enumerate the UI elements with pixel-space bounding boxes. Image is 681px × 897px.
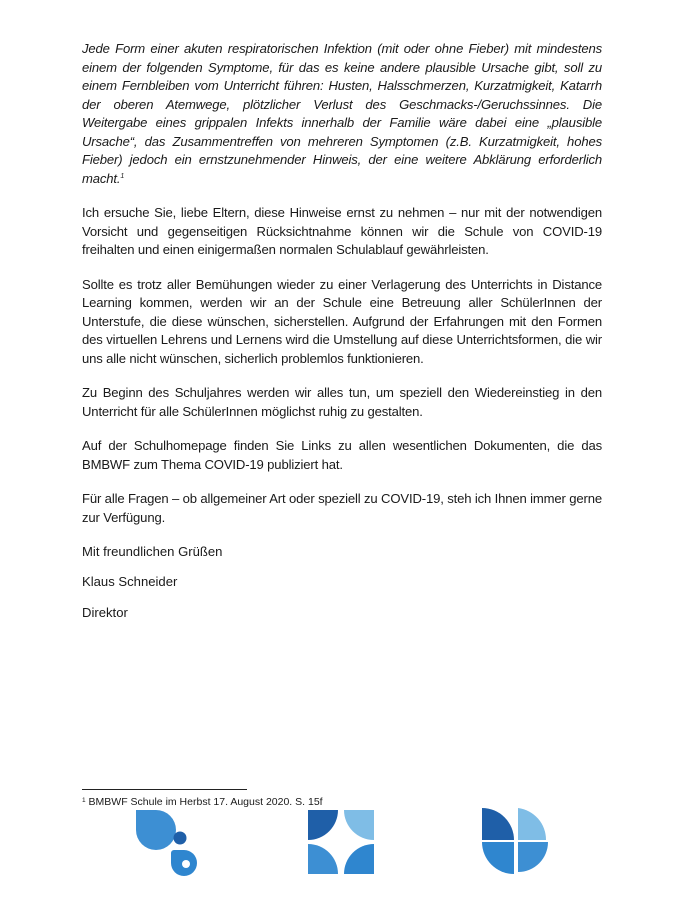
footnote-divider xyxy=(82,789,247,790)
footnote-reference[interactable]: 1 xyxy=(120,172,125,180)
paragraph-school-start: Zu Beginn des Schuljahres werden wir alles tun, um speziell den Wiedereinstieg in den Unterricht für alle SchülerInnen möglichst ruhig zu gestalten. xyxy=(82,385,602,419)
paragraph-symptoms xyxy=(82,40,602,188)
logo-quarters-icon xyxy=(480,806,550,876)
logo-droplet-icon xyxy=(134,806,204,878)
signature-name: Klaus Schneider xyxy=(82,574,178,589)
paragraph-distance-learning: Sollte es trotz aller Bemühungen wieder zu einer Verlagerung des Unterrichts in Distance Learning kommen, werden wir an der Schule eine Betreuung aller SchülerInnen der Unterstufe, die diese wünschen, sicherstellen. Aufgrund der Erfahrungen mit den Formen des virtuellen Lehrens und Lernens wird die Umstellung auf diese Unterrichtsformen, die wir uns alle nicht wünschen, sicherlich problemlos funktionieren. xyxy=(82,276,602,366)
closing-greeting: Mit freundlichen Grüßen xyxy=(82,544,223,559)
paragraph-request: Ich ersuche Sie, liebe Eltern, diese Hinweise ernst zu nehmen – nur mit der notwendigen Vorsicht und gegenseitigen Rücksichtnahme können wir die Schule von COVID-19 freihalten und einen einigermaßen normalen Schulablauf gewährleisten. xyxy=(82,205,602,257)
signature-title: Direktor xyxy=(82,605,128,620)
footnote-text: BMBWF Schule im Herbst 17. August 2020. S. 15f xyxy=(88,796,323,808)
logo-star-icon xyxy=(306,806,376,874)
paragraph-text: Jede Form einer akuten respiratorischen Infektion (mit oder ohne Fieber) mit mindestens einem der folgenden Symptome, für das es keine andere plausible Ursache gibt, soll zu einem Fernbleiben vom Unterricht führen: Husten, Halsschmerzen, Kurzatmigkeit, Katarrh der oberen Atemwege, plötzlicher Verlust des Geschmacks-/Geruchssinnes. Die Weitergabe eines grippalen Infekts innerhalb der Familie wäre dabei eine „plausible Ursache“, das Zusammentreffen von mehreren Symptomen (z.B. Kurzatmigkeit, hohes Fieber) jedoch ein ernstzunehmender Hinweis, der eine weitere Abklärung erforderlich macht. xyxy=(82,41,602,186)
paragraph-questions: Für alle Fragen – ob allgemeiner Art oder speziell zu COVID-19, steh ich Ihnen immer gerne zur Verfügung. xyxy=(82,491,602,525)
footnote-marker: 1 xyxy=(82,797,86,804)
letter-body xyxy=(82,40,602,543)
paragraph-homepage: Auf der Schulhomepage finden Sie Links zu allen wesentlichen Dokumenten, die das BMBWF zum Thema COVID-19 publiziert hat. xyxy=(82,438,602,472)
